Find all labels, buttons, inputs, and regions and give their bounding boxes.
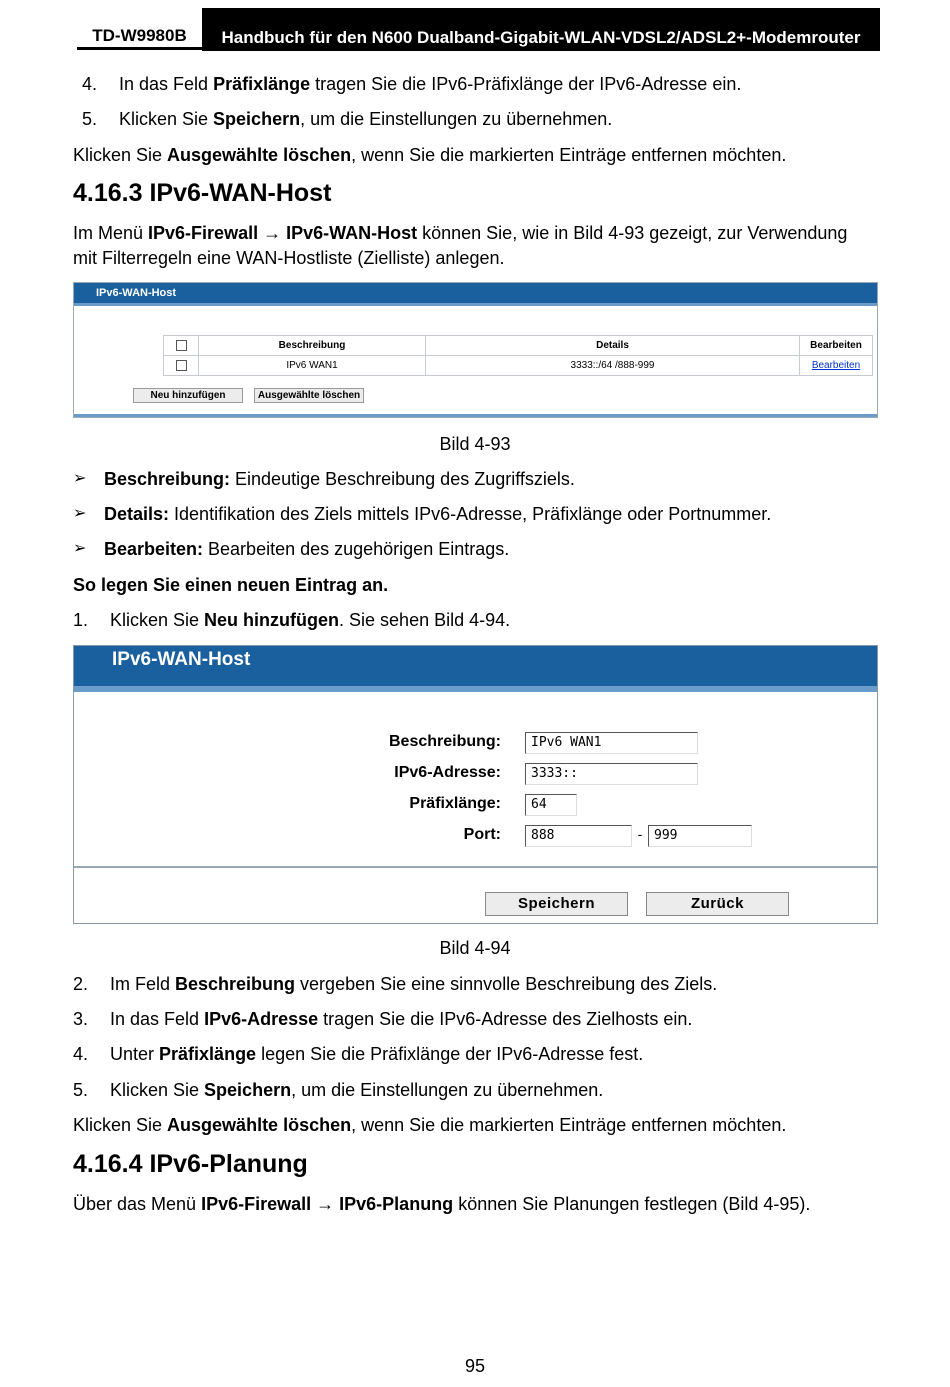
figure-wan-host-list (73, 282, 878, 418)
step-text: In das Feld IPv6-Adresse tragen Sie die IPv6-Adresse des Zielhosts ein. (110, 1009, 693, 1029)
paragraph: mit Filterregeln eine WAN-Hostliste (Zielliste) anlegen. (73, 248, 505, 268)
paragraph: Klicken Sie Ausgewählte löschen, wenn Sie die markierten Einträge entfernen möchten. (73, 145, 787, 165)
select-all-checkbox[interactable] (176, 340, 187, 351)
section-heading: 4.16.4 IPv6-Planung (73, 1150, 308, 1178)
step-number: 4. (82, 74, 98, 94)
step-number: 2. (73, 974, 89, 994)
paragraph: Über das Menü IPv6-Firewall → IPv6-Planung können Sie Planungen festlegen (Bild 4-95). (73, 1194, 811, 1214)
step-number: 1. (73, 610, 89, 630)
step-number: 4. (73, 1044, 89, 1064)
label-prefix-length: Präfixlänge: (409, 795, 501, 812)
edit-link[interactable]: Bearbeiten (811, 360, 861, 371)
section-heading: 4.16.3 IPv6-WAN-Host (73, 179, 332, 207)
paragraph: Im Menü IPv6-Firewall → IPv6-WAN-Host können Sie, wie in Bild 4-93 gezeigt, zur Verwendung (73, 223, 848, 243)
select-all-cell[interactable] (164, 336, 199, 356)
port-range-dash: - (637, 826, 643, 842)
bullet-arrow-icon: ➢ (73, 505, 87, 522)
add-new-button[interactable]: Neu hinzufügen (133, 388, 243, 403)
table-row (164, 356, 873, 376)
step-text: Klicken Sie Speichern, um die Einstellungen zu übernehmen. (110, 1080, 604, 1100)
manual-model-label: TD-W9980B (92, 26, 187, 45)
save-button[interactable]: Speichern (485, 892, 628, 916)
bullet-arrow-icon: ➢ (73, 540, 87, 557)
column-header: Beschreibung (199, 336, 426, 356)
port-to-field[interactable]: 999 (648, 825, 752, 847)
header-underline (77, 47, 202, 50)
label-port: Port: (463, 826, 501, 843)
step-number: 3. (73, 1009, 89, 1029)
port-from-field[interactable]: 888 (525, 825, 632, 847)
bullet-text: Details: Identifikation des Ziels mittels IPv6-Adresse, Präfixlänge oder Portnummer. (104, 504, 772, 524)
ipv6-address-field[interactable]: 3333:: (525, 763, 698, 785)
step-text: Unter Präfixlänge legen Sie die Präfixlänge der IPv6-Adresse fest. (110, 1044, 644, 1064)
howto-title: So legen Sie einen neuen Eintrag an. (73, 575, 389, 595)
panel-title-stripe (74, 686, 877, 692)
cell-edit (800, 356, 873, 376)
page-number: 95 (464, 1356, 486, 1376)
step-text: Klicken Sie Neu hinzufügen. Sie sehen Bild 4-94. (110, 610, 511, 630)
delete-selected-button[interactable]: Ausgewählte löschen (254, 388, 364, 403)
prefix-length-field[interactable]: 64 (525, 794, 577, 816)
step-text: Klicken Sie Speichern, um die Einstellungen zu übernehmen. (119, 109, 613, 129)
figure-caption: Bild 4-93 (439, 434, 511, 454)
label-description: Beschreibung: (388, 733, 501, 750)
cell-description: IPv6 WAN1 (199, 356, 426, 376)
cell-details: 3333::/64 /888-999 (426, 356, 800, 376)
panel-title: IPv6-WAN-Host (74, 283, 877, 303)
column-header: Bearbeiten (800, 336, 873, 356)
bullet-arrow-icon: ➢ (73, 470, 87, 487)
description-field[interactable]: IPv6 WAN1 (525, 732, 698, 754)
figure-caption: Bild 4-94 (439, 938, 511, 958)
row-select-cell[interactable] (164, 356, 199, 376)
figure-wan-host-form (73, 645, 878, 924)
step-text: Im Feld Beschreibung vergeben Sie eine sinnvolle Beschreibung des Ziels. (110, 974, 718, 994)
form-divider (74, 866, 877, 868)
manual-title: Handbuch für den N600 Dualband-Gigabit-WLAN-VDSL2/ADSL2+-Modemrouter (202, 8, 880, 51)
bullet-text: Beschreibung: Eindeutige Beschreibung des Zugriffsziels. (104, 469, 575, 489)
step-text: In das Feld Präfixlänge tragen Sie die IPv6-Präfixlänge der IPv6-Adresse ein. (119, 74, 742, 94)
bullet-text: Bearbeiten: Bearbeiten des zugehörigen Eintrags. (104, 539, 510, 559)
wan-host-table (163, 335, 873, 376)
table-header-row (164, 336, 873, 356)
label-ipv6-address: IPv6-Adresse: (394, 764, 501, 781)
row-checkbox[interactable] (176, 360, 187, 371)
back-button[interactable]: Zurück (646, 892, 789, 916)
panel-title: IPv6-WAN-Host (74, 646, 877, 686)
panel-bottom-stripe (74, 414, 877, 417)
step-number: 5. (73, 1080, 89, 1100)
column-header: Details (426, 336, 800, 356)
panel-title-stripe (74, 303, 877, 306)
paragraph: Klicken Sie Ausgewählte löschen, wenn Sie die markierten Einträge entfernen möchten. (73, 1115, 787, 1135)
step-number: 5. (82, 109, 98, 129)
